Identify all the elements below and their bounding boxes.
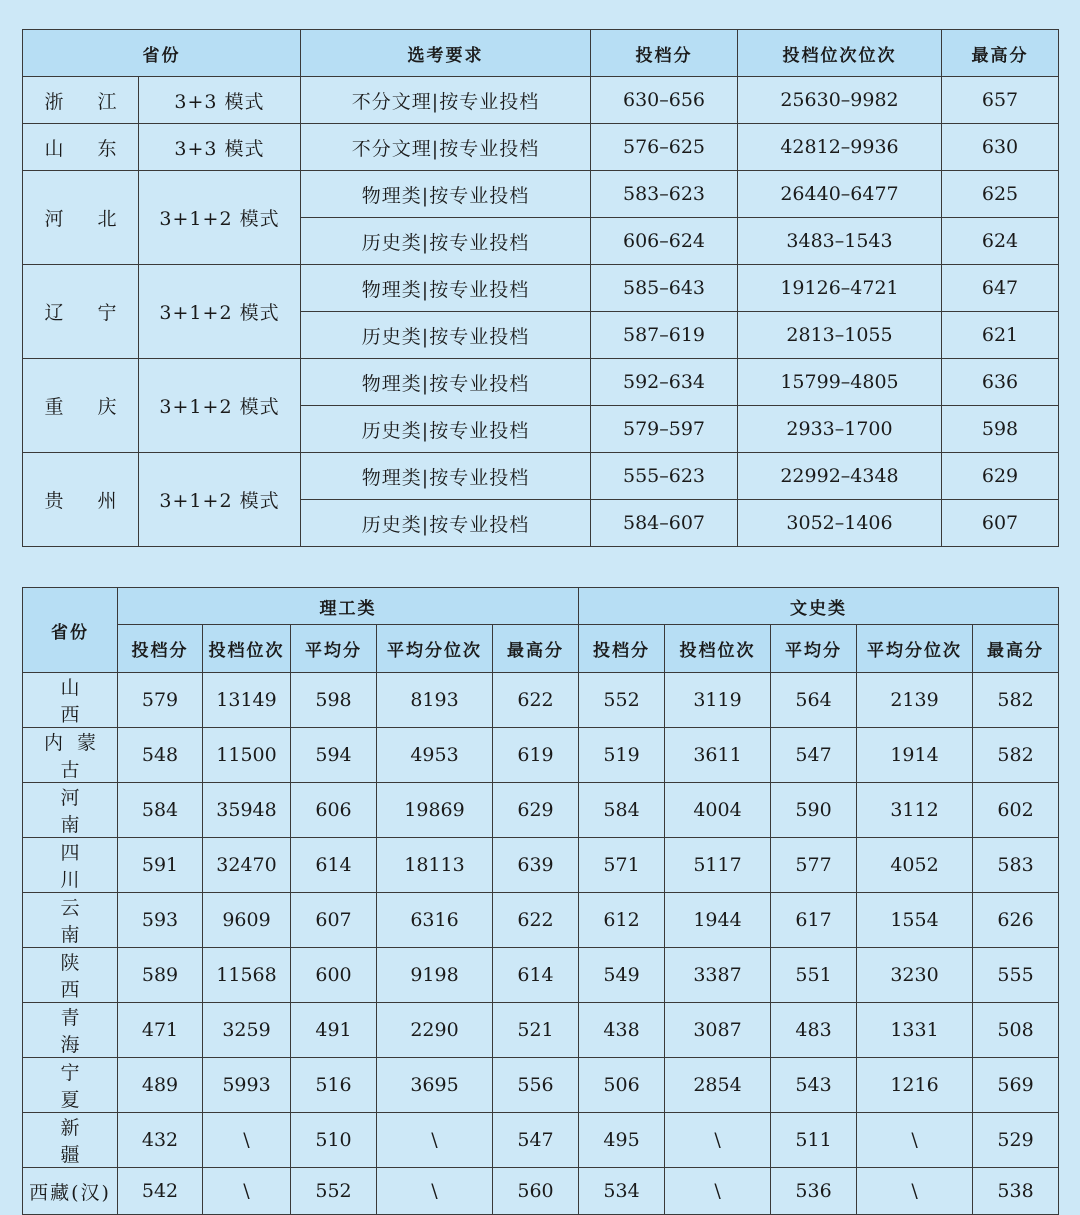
requirement-cell: 物理类|按专业投档 [301,171,591,218]
science-value-cell: \ [203,1113,291,1168]
arts-value-cell: 602 [973,783,1059,838]
header-requirement: 选考要求 [301,30,591,77]
arts-value-cell: 577 [771,838,857,893]
arts-value-cell: 552 [579,673,665,728]
arts-value-cell: 538 [973,1168,1059,1215]
table-row [23,265,1059,312]
max-cell: 647 [942,265,1059,312]
province-cell: 辽 宁 [23,265,139,359]
table-row [23,1168,1059,1215]
requirement-cell: 物理类|按专业投档 [301,359,591,406]
arts-value-cell: 3087 [665,1003,771,1058]
sub-header: 最高分 [493,625,579,673]
rank-cell: 42812–9936 [738,124,942,171]
science-value-cell: 432 [118,1113,203,1168]
science-value-cell: 579 [118,673,203,728]
rank-cell: 15799–4805 [738,359,942,406]
max-cell: 598 [942,406,1059,453]
science-value-cell: 35948 [203,783,291,838]
science-value-cell: 593 [118,893,203,948]
table-row [23,1113,1059,1168]
mode-cell: 3+1+2 模式 [139,265,301,359]
table-row [23,893,1059,948]
province-cell: 西藏(汉) [23,1168,118,1215]
arts-value-cell: 582 [973,728,1059,783]
score-cell: 587–619 [591,312,738,359]
rank-cell: 26440–6477 [738,171,942,218]
science-value-cell: 607 [291,893,377,948]
table-row [23,838,1059,893]
arts-value-cell: 495 [579,1113,665,1168]
requirement-cell: 历史类|按专业投档 [301,406,591,453]
arts-value-cell: 5117 [665,838,771,893]
max-cell: 630 [942,124,1059,171]
science-value-cell: 32470 [203,838,291,893]
province-cell: 内蒙古 [23,728,118,783]
requirement-cell: 历史类|按专业投档 [301,500,591,547]
arts-value-cell: 3119 [665,673,771,728]
arts-value-cell: 508 [973,1003,1059,1058]
province-cell: 贵 州 [23,453,139,547]
sub-header: 最高分 [973,625,1059,673]
table-row [23,673,1059,728]
arts-value-cell: 4004 [665,783,771,838]
table-row [23,171,1059,218]
arts-value-cell: \ [665,1168,771,1215]
arts-value-cell: \ [857,1113,973,1168]
arts-value-cell: 547 [771,728,857,783]
arts-value-cell: 3230 [857,948,973,1003]
science-value-cell: 4953 [377,728,493,783]
max-cell: 636 [942,359,1059,406]
science-value-cell: 471 [118,1003,203,1058]
arts-value-cell: 1944 [665,893,771,948]
sub-header: 投档位次 [203,625,291,673]
arts-value-cell: 564 [771,673,857,728]
science-value-cell: 521 [493,1003,579,1058]
score-cell: 579–597 [591,406,738,453]
arts-value-cell: 1554 [857,893,973,948]
science-value-cell: 2290 [377,1003,493,1058]
score-cell: 583–623 [591,171,738,218]
arts-value-cell: 536 [771,1168,857,1215]
requirement-cell: 不分文理|按专业投档 [301,124,591,171]
header-science-group: 理工类 [118,588,579,625]
arts-value-cell: 438 [579,1003,665,1058]
arts-value-cell: 511 [771,1113,857,1168]
province-cell: 宁 夏 [23,1058,118,1113]
arts-value-cell: 571 [579,838,665,893]
arts-value-cell: 3611 [665,728,771,783]
rank-cell: 2813–1055 [738,312,942,359]
science-value-cell: 18113 [377,838,493,893]
province-cell: 重 庆 [23,359,139,453]
province-cell: 河 北 [23,171,139,265]
science-value-cell: 614 [493,948,579,1003]
province-cell: 青 海 [23,1003,118,1058]
admission-table-new-gaokao [22,29,1059,547]
science-value-cell: 552 [291,1168,377,1215]
science-value-cell: 594 [291,728,377,783]
requirement-cell: 不分文理|按专业投档 [301,77,591,124]
science-value-cell: 614 [291,838,377,893]
science-value-cell: 9198 [377,948,493,1003]
score-cell: 555–623 [591,453,738,500]
requirement-cell: 历史类|按专业投档 [301,312,591,359]
science-value-cell: \ [377,1168,493,1215]
rank-cell: 22992–4348 [738,453,942,500]
max-cell: 625 [942,171,1059,218]
science-value-cell: 489 [118,1058,203,1113]
province-cell: 四 川 [23,838,118,893]
requirement-cell: 物理类|按专业投档 [301,265,591,312]
rank-cell: 3483–1543 [738,218,942,265]
header-max: 最高分 [942,30,1059,77]
science-value-cell: 639 [493,838,579,893]
arts-value-cell: 549 [579,948,665,1003]
table-row [23,77,1059,124]
science-value-cell: 11500 [203,728,291,783]
arts-value-cell: 1914 [857,728,973,783]
science-value-cell: \ [377,1113,493,1168]
arts-value-cell: 3387 [665,948,771,1003]
header-rank: 投档位次位次 [738,30,942,77]
max-cell: 629 [942,453,1059,500]
sub-header: 平均分位次 [857,625,973,673]
arts-value-cell: \ [857,1168,973,1215]
header-province: 省份 [23,588,118,673]
province-cell: 浙 江 [23,77,139,124]
arts-value-cell: 612 [579,893,665,948]
science-value-cell: 598 [291,673,377,728]
max-cell: 624 [942,218,1059,265]
province-cell: 山 西 [23,673,118,728]
table1-header-row [23,30,1059,77]
arts-value-cell: 617 [771,893,857,948]
arts-value-cell: 551 [771,948,857,1003]
max-cell: 607 [942,500,1059,547]
science-value-cell: 606 [291,783,377,838]
province-cell: 云 南 [23,893,118,948]
arts-value-cell: 590 [771,783,857,838]
table-row [23,728,1059,783]
arts-value-cell: 4052 [857,838,973,893]
score-cell: 606–624 [591,218,738,265]
science-value-cell: 8193 [377,673,493,728]
science-value-cell: 13149 [203,673,291,728]
sub-header: 平均分 [771,625,857,673]
arts-value-cell: 543 [771,1058,857,1113]
science-value-cell: 622 [493,893,579,948]
sub-header: 平均分 [291,625,377,673]
table-row [23,1003,1059,1058]
sub-header: 投档分 [579,625,665,673]
table2-subheader-row [23,625,1059,673]
science-value-cell: 591 [118,838,203,893]
sub-header: 投档位次 [665,625,771,673]
header-province: 省份 [23,30,301,77]
mode-cell: 3+1+2 模式 [139,359,301,453]
science-value-cell: 510 [291,1113,377,1168]
score-cell: 630–656 [591,77,738,124]
mode-cell: 3+1+2 模式 [139,453,301,547]
arts-value-cell: 569 [973,1058,1059,1113]
mode-cell: 3+3 模式 [139,77,301,124]
science-value-cell: 6316 [377,893,493,948]
science-value-cell: 619 [493,728,579,783]
table-row [23,453,1059,500]
province-cell: 新 疆 [23,1113,118,1168]
province-cell: 河 南 [23,783,118,838]
science-value-cell: 548 [118,728,203,783]
header-arts-group: 文史类 [579,588,1059,625]
arts-value-cell: \ [665,1113,771,1168]
arts-value-cell: 529 [973,1113,1059,1168]
rank-cell: 3052–1406 [738,500,942,547]
table2-group-row [23,588,1059,625]
science-value-cell: 556 [493,1058,579,1113]
science-value-cell: \ [203,1168,291,1215]
requirement-cell: 物理类|按专业投档 [301,453,591,500]
sub-header: 投档分 [118,625,203,673]
score-cell: 592–634 [591,359,738,406]
science-value-cell: 547 [493,1113,579,1168]
max-cell: 657 [942,77,1059,124]
mode-cell: 3+3 模式 [139,124,301,171]
arts-value-cell: 2854 [665,1058,771,1113]
arts-value-cell: 626 [973,893,1059,948]
arts-value-cell: 555 [973,948,1059,1003]
science-value-cell: 600 [291,948,377,1003]
rank-cell: 19126–4721 [738,265,942,312]
table-row [23,359,1059,406]
science-value-cell: 19869 [377,783,493,838]
arts-value-cell: 506 [579,1058,665,1113]
arts-value-cell: 483 [771,1003,857,1058]
max-cell: 621 [942,312,1059,359]
science-value-cell: 11568 [203,948,291,1003]
arts-value-cell: 534 [579,1168,665,1215]
table-row [23,1058,1059,1113]
arts-value-cell: 1216 [857,1058,973,1113]
province-cell: 陕 西 [23,948,118,1003]
science-value-cell: 9609 [203,893,291,948]
rank-cell: 25630–9982 [738,77,942,124]
science-value-cell: 5993 [203,1058,291,1113]
science-value-cell: 560 [493,1168,579,1215]
arts-value-cell: 1331 [857,1003,973,1058]
arts-value-cell: 2139 [857,673,973,728]
score-cell: 576–625 [591,124,738,171]
rank-cell: 2933–1700 [738,406,942,453]
science-value-cell: 516 [291,1058,377,1113]
science-value-cell: 3259 [203,1003,291,1058]
arts-value-cell: 3112 [857,783,973,838]
table-row [23,948,1059,1003]
science-value-cell: 622 [493,673,579,728]
requirement-cell: 历史类|按专业投档 [301,218,591,265]
table-row [23,124,1059,171]
province-cell: 山 东 [23,124,139,171]
arts-value-cell: 519 [579,728,665,783]
science-value-cell: 629 [493,783,579,838]
science-value-cell: 491 [291,1003,377,1058]
header-score: 投档分 [591,30,738,77]
score-cell: 585–643 [591,265,738,312]
arts-value-cell: 582 [973,673,1059,728]
science-value-cell: 3695 [377,1058,493,1113]
arts-value-cell: 584 [579,783,665,838]
score-cell: 584–607 [591,500,738,547]
sub-header: 平均分位次 [377,625,493,673]
science-value-cell: 584 [118,783,203,838]
mode-cell: 3+1+2 模式 [139,171,301,265]
arts-value-cell: 583 [973,838,1059,893]
science-value-cell: 589 [118,948,203,1003]
admission-table-traditional [22,587,1059,1215]
science-value-cell: 542 [118,1168,203,1215]
table-row [23,783,1059,838]
